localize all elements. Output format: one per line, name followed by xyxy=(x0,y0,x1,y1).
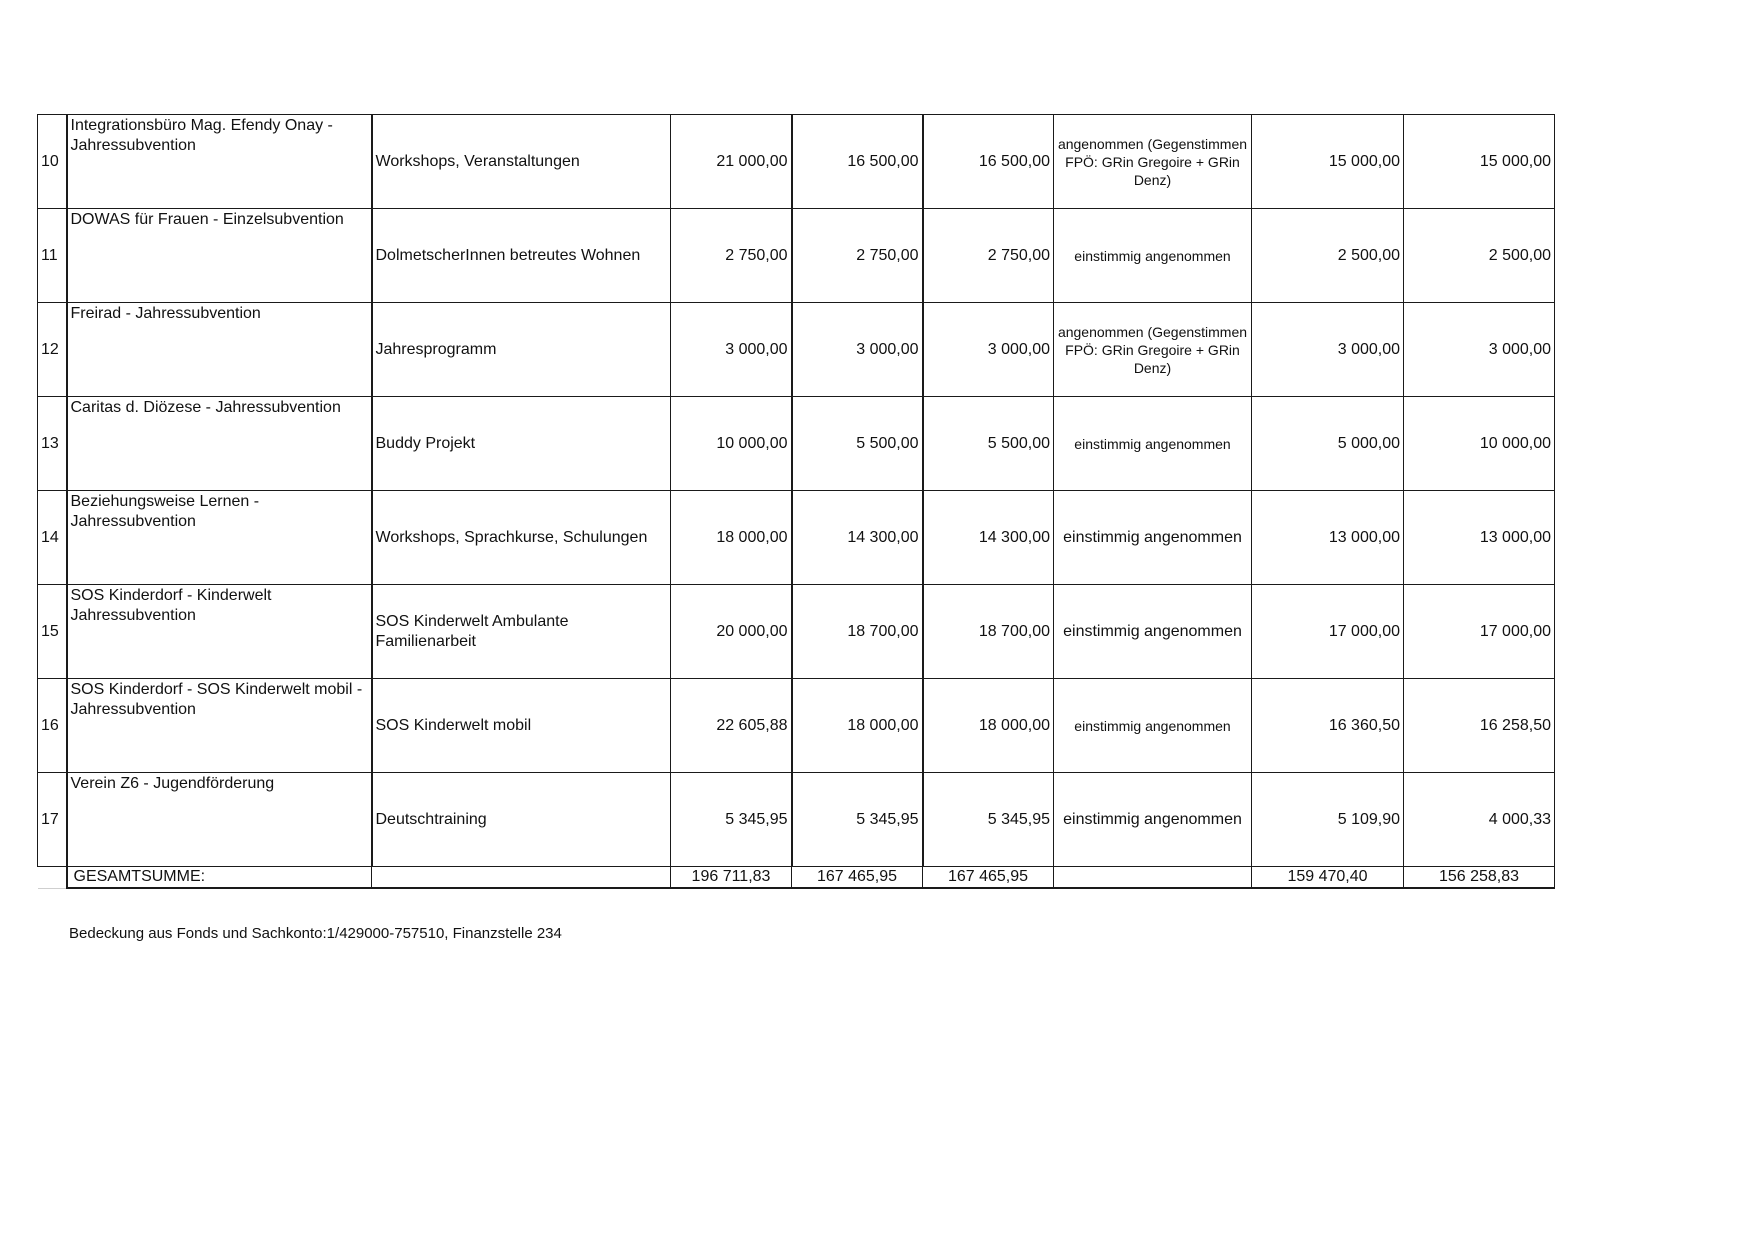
row-number: 16 xyxy=(38,679,67,773)
amount-committee: 18 000,00 xyxy=(923,679,1054,773)
amount-requested: 2 750,00 xyxy=(671,209,792,303)
project-cell: Deutschtraining xyxy=(372,773,671,867)
organisation-cell: Integrationsbüro Mag. Efendy Onay - Jahressubvention xyxy=(67,115,372,209)
organisation-cell: Freirad - Jahressubvention xyxy=(67,303,372,397)
project-cell: DolmetscherInnen betreutes Wohnen xyxy=(372,209,671,303)
amount-previous-2: 15 000,00 xyxy=(1404,115,1555,209)
amount-committee: 18 700,00 xyxy=(923,585,1054,679)
amount-committee: 5 345,95 xyxy=(923,773,1054,867)
amount-committee: 3 000,00 xyxy=(923,303,1054,397)
row-number: 10 xyxy=(38,115,67,209)
amount-requested: 21 000,00 xyxy=(671,115,792,209)
amount-requested: 20 000,00 xyxy=(671,585,792,679)
organisation-cell: SOS Kinderdorf - SOS Kinderwelt mobil - Jahressubvention xyxy=(67,679,372,773)
total-blank-cell xyxy=(38,867,67,889)
project-cell: Buddy Projekt xyxy=(372,397,671,491)
total-row xyxy=(38,867,1555,889)
row-number: 11 xyxy=(38,209,67,303)
row-number: 13 xyxy=(38,397,67,491)
table-body xyxy=(38,115,1555,889)
total-committee: 167 465,95 xyxy=(923,867,1054,889)
decision-status: einstimmig angenommen xyxy=(1054,773,1252,867)
amount-previous-2: 10 000,00 xyxy=(1404,397,1555,491)
total-previous-2: 156 258,83 xyxy=(1404,867,1555,889)
total-label: GESAMTSUMME: xyxy=(67,867,372,889)
project-cell: Jahresprogramm xyxy=(372,303,671,397)
amount-requested: 3 000,00 xyxy=(671,303,792,397)
row-number: 14 xyxy=(38,491,67,585)
project-cell: Workshops, Veranstaltungen xyxy=(372,115,671,209)
total-proposed: 167 465,95 xyxy=(792,867,923,889)
table-row xyxy=(38,209,1555,303)
table-row xyxy=(38,397,1555,491)
row-number: 12 xyxy=(38,303,67,397)
row-number: 15 xyxy=(38,585,67,679)
total-requested: 196 711,83 xyxy=(671,867,792,889)
amount-previous-2: 16 258,50 xyxy=(1404,679,1555,773)
amount-proposed: 5 345,95 xyxy=(792,773,923,867)
amount-previous-2: 4 000,33 xyxy=(1404,773,1555,867)
amount-previous-1: 2 500,00 xyxy=(1252,209,1404,303)
amount-committee: 14 300,00 xyxy=(923,491,1054,585)
amount-proposed: 2 750,00 xyxy=(792,209,923,303)
total-status-blank xyxy=(1054,867,1252,889)
amount-committee: 5 500,00 xyxy=(923,397,1054,491)
amount-committee: 2 750,00 xyxy=(923,209,1054,303)
amount-previous-2: 2 500,00 xyxy=(1404,209,1555,303)
row-number: 17 xyxy=(38,773,67,867)
amount-proposed: 3 000,00 xyxy=(792,303,923,397)
table-row xyxy=(38,773,1555,867)
decision-status: einstimmig angenommen xyxy=(1054,209,1252,303)
amount-previous-1: 13 000,00 xyxy=(1252,491,1404,585)
decision-status: einstimmig angenommen xyxy=(1054,491,1252,585)
amount-proposed: 18 000,00 xyxy=(792,679,923,773)
amount-proposed: 14 300,00 xyxy=(792,491,923,585)
organisation-cell: Caritas d. Diözese - Jahressubvention xyxy=(67,397,372,491)
decision-status: einstimmig angenommen xyxy=(1054,679,1252,773)
table-row xyxy=(38,585,1555,679)
project-cell: SOS Kinderwelt Ambulante Familienarbeit xyxy=(372,585,671,679)
amount-requested: 18 000,00 xyxy=(671,491,792,585)
project-cell: SOS Kinderwelt mobil xyxy=(372,679,671,773)
table-row xyxy=(38,679,1555,773)
amount-previous-1: 15 000,00 xyxy=(1252,115,1404,209)
decision-status: einstimmig angenommen xyxy=(1054,585,1252,679)
organisation-cell: Verein Z6 - Jugendförderung xyxy=(67,773,372,867)
table-row xyxy=(38,491,1555,585)
amount-previous-2: 13 000,00 xyxy=(1404,491,1555,585)
total-previous-1: 159 470,40 xyxy=(1252,867,1404,889)
amount-proposed: 5 500,00 xyxy=(792,397,923,491)
amount-requested: 10 000,00 xyxy=(671,397,792,491)
decision-status: angenommen (Gegenstimmen FPÖ: GRin Gregoire + GRin Denz) xyxy=(1054,303,1252,397)
decision-status: einstimmig angenommen xyxy=(1054,397,1252,491)
funding-footnote: Bedeckung aus Fonds und Sachkonto:1/429000-757510, Finanzstelle 234 xyxy=(69,925,562,942)
amount-previous-1: 17 000,00 xyxy=(1252,585,1404,679)
amount-previous-1: 5 109,90 xyxy=(1252,773,1404,867)
subsidy-table xyxy=(37,114,1555,889)
amount-committee: 16 500,00 xyxy=(923,115,1054,209)
amount-previous-1: 16 360,50 xyxy=(1252,679,1404,773)
amount-previous-2: 3 000,00 xyxy=(1404,303,1555,397)
total-project-blank xyxy=(372,867,671,889)
amount-proposed: 16 500,00 xyxy=(792,115,923,209)
project-cell: Workshops, Sprachkurse, Schulungen xyxy=(372,491,671,585)
amount-proposed: 18 700,00 xyxy=(792,585,923,679)
amount-previous-2: 17 000,00 xyxy=(1404,585,1555,679)
table-row xyxy=(38,303,1555,397)
amount-previous-1: 5 000,00 xyxy=(1252,397,1404,491)
decision-status: angenommen (Gegenstimmen FPÖ: GRin Gregoire + GRin Denz) xyxy=(1054,115,1252,209)
organisation-cell: DOWAS für Frauen - Einzelsubvention xyxy=(67,209,372,303)
amount-requested: 5 345,95 xyxy=(671,773,792,867)
amount-previous-1: 3 000,00 xyxy=(1252,303,1404,397)
amount-requested: 22 605,88 xyxy=(671,679,792,773)
organisation-cell: SOS Kinderdorf - Kinderwelt Jahressubvention xyxy=(67,585,372,679)
organisation-cell: Beziehungsweise Lernen - Jahressubvention xyxy=(67,491,372,585)
table-row xyxy=(38,115,1555,209)
